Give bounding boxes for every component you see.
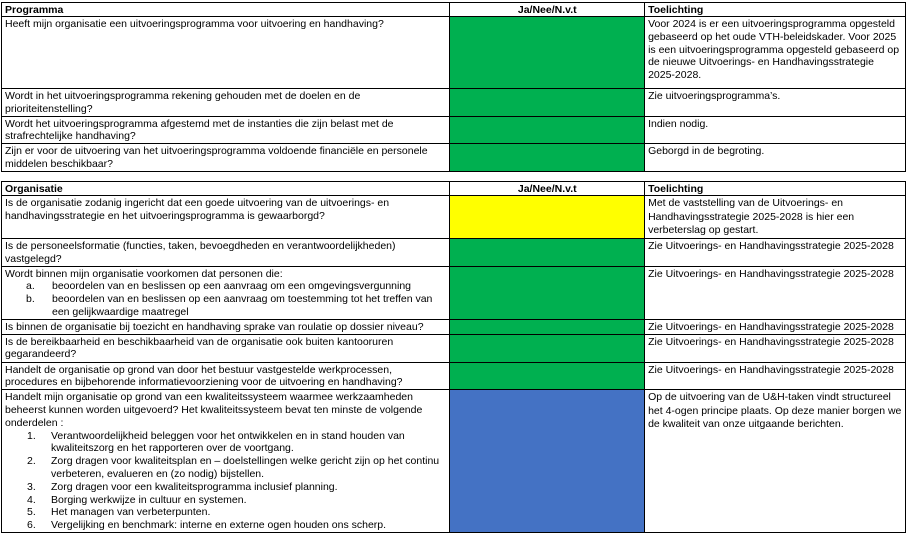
header-note: Toelichting xyxy=(645,182,906,196)
table-row xyxy=(2,362,906,390)
list-item xyxy=(5,280,446,293)
header-status: Ja/Nee/N.v.t xyxy=(450,182,645,196)
note-cell: Zie Uitvoerings- en Handhavingsstrategie 2025-2028 xyxy=(645,362,906,390)
table-row xyxy=(2,334,906,362)
note-cell: Indien nodig. xyxy=(645,116,906,144)
question-cell xyxy=(2,266,450,319)
header-question: Organisatie xyxy=(2,182,450,196)
header-status: Ja/Nee/N.v.t xyxy=(450,3,645,17)
question-cell: Is de personeelsformatie (functies, taken, bevoegdheden en verantwoordelijkheden) vastgelegd? xyxy=(2,239,450,267)
table-row xyxy=(2,239,906,267)
status-cell-green xyxy=(450,144,645,172)
table-row xyxy=(2,116,906,144)
note-cell: Zie Uitvoerings- en Handhavingsstrategie 2025-2028 xyxy=(645,266,906,319)
table-header-row xyxy=(2,182,906,196)
question-cell: Heeft mijn organisatie een uitvoeringsprogramma voor uitvoering en handhaving? xyxy=(2,17,450,89)
list-item xyxy=(5,519,446,532)
list-marker: a. xyxy=(26,280,35,293)
question-text: Wordt binnen mijn organisatie voorkomen dat personen die: xyxy=(5,267,283,280)
table-header-row xyxy=(2,3,906,17)
list-marker: 3. xyxy=(27,480,36,493)
status-cell-green xyxy=(450,319,645,334)
question-cell: Is de organisatie zodanig ingericht dat een goede uitvoering van de uitvoerings- en handhavingsstrategie en het uitvoeringsprogramma is gewaarborgd? xyxy=(2,196,450,239)
status-cell-green xyxy=(450,266,645,319)
note-cell: Met de vaststelling van de Uitvoerings- en Handhavingsstrategie 2025-2028 is hier een verbeterslag op gestart. xyxy=(645,196,906,239)
question-cell: Wordt in het uitvoeringsprogramma rekening gehouden met de doelen en de prioriteitenstelling? xyxy=(2,89,450,117)
table-row xyxy=(2,17,906,89)
note-cell: Zie uitvoeringsprogramma’s. xyxy=(645,89,906,117)
list-text: Vergelijking en benchmark: interne en externe ogen houden ons scherp. xyxy=(51,519,387,532)
note-cell: Zie Uitvoerings- en Handhavingsstrategie 2025-2028 xyxy=(645,319,906,334)
list-marker: 5. xyxy=(27,506,36,519)
question-cell: Handelt de organisatie op grond van door het bestuur vastgestelde werkprocessen, procedures en bijbehorende informatievoorziening voor de uitvoering en handhaving? xyxy=(2,362,450,390)
list-text: Borging werkwijze in cultuur en systemen. xyxy=(51,493,247,506)
note-cell: Geborgd in de begroting. xyxy=(645,144,906,172)
note-cell: Op de uitvoering van de U&H-taken vindt structureel het 4-ogen principe plaats. Op deze manier borgen we de kwaliteit van onze uitgaande berichten. xyxy=(645,390,906,533)
header-question: Programma xyxy=(2,3,450,17)
programma-table xyxy=(1,2,906,172)
table-row xyxy=(2,89,906,117)
note-cell: Zie Uitvoerings- en Handhavingsstrategie 2025-2028 xyxy=(645,334,906,362)
organisatie-table xyxy=(1,181,906,533)
list-marker: 6. xyxy=(27,519,36,532)
status-cell-green xyxy=(450,89,645,117)
status-cell-green xyxy=(450,17,645,89)
list-item xyxy=(5,455,446,481)
list-marker: 1. xyxy=(27,429,36,442)
question-cell: Is de bereikbaarheid en beschikbaarheid van de organisatie ook buiten kantooruren gegarandeerd? xyxy=(2,334,450,362)
list-item xyxy=(5,293,446,319)
list-text: Zorg dragen voor kwaliteitsplan en – doelstellingen welke gericht zijn op het continu verbeteren, evalueren en (zo nodig) bijstellen. xyxy=(51,455,440,480)
question-cell: Is binnen de organisatie bij toezicht en handhaving sprake van roulatie op dossier niveau? xyxy=(2,319,450,334)
list-text: beoordelen van en beslissen op een aanvraag om een omgevingsvergunning xyxy=(52,280,412,293)
note-cell: Zie Uitvoerings- en Handhavingsstrategie 2025-2028 xyxy=(645,239,906,267)
list-marker: b. xyxy=(26,293,35,306)
table-row xyxy=(2,390,906,533)
list-item xyxy=(5,430,446,456)
status-cell-green xyxy=(450,239,645,267)
question-cell: Zijn er voor de uitvoering van het uitvoeringsprogramma voldoende financiële en personele middelen beschikbaar? xyxy=(2,144,450,172)
sub-list xyxy=(5,430,446,532)
note-cell: Voor 2024 is er een uitvoeringsprogramma opgesteld gebaseerd op het oude VTH-beleidskader. Voor 2025 is een uitvoeringsprogramma opgesteld gebaseerd op de nieuwe Uitvoerings- en Handhavingsstrategie 2025-2028. xyxy=(645,17,906,89)
question-cell: Wordt het uitvoeringsprogramma afgestemd met de instanties die zijn belast met de strafrechtelijke handhaving? xyxy=(2,116,450,144)
table-row xyxy=(2,144,906,172)
table-row xyxy=(2,196,906,239)
list-item xyxy=(5,506,446,519)
list-text: beoordelen van en beslissen op een aanvraag om toestemming tot het treffen van een gelijkwaardige maatregel xyxy=(52,293,433,318)
list-marker: 2. xyxy=(27,455,36,468)
sub-list xyxy=(5,280,446,318)
list-marker: 4. xyxy=(27,493,36,506)
list-item xyxy=(5,481,446,494)
list-item xyxy=(5,494,446,507)
list-text: Verantwoordelijkheid beleggen voor het ontwikkelen en in stand houden van kwaliteitszorg en het rapporteren over de voortgang. xyxy=(51,429,405,455)
status-cell-blue xyxy=(450,390,645,533)
table-row xyxy=(2,266,906,319)
header-note: Toelichting xyxy=(645,3,906,17)
status-cell-yellow xyxy=(450,196,645,239)
list-text: Het managen van verbeterpunten. xyxy=(51,506,211,519)
status-cell-green xyxy=(450,334,645,362)
list-text: Zorg dragen voor een kwaliteitsprogramma inclusief planning. xyxy=(51,480,338,493)
status-cell-green xyxy=(450,116,645,144)
status-cell-green xyxy=(450,362,645,390)
question-cell xyxy=(2,390,450,533)
question-text: Handelt mijn organisatie op grond van een kwaliteitssysteem waarmee werkzaamheden beheerst kunnen worden uitgevoerd? Het kwaliteitssysteem bevat ten minste de volgende onderdelen : xyxy=(5,391,423,429)
table-row xyxy=(2,319,906,334)
